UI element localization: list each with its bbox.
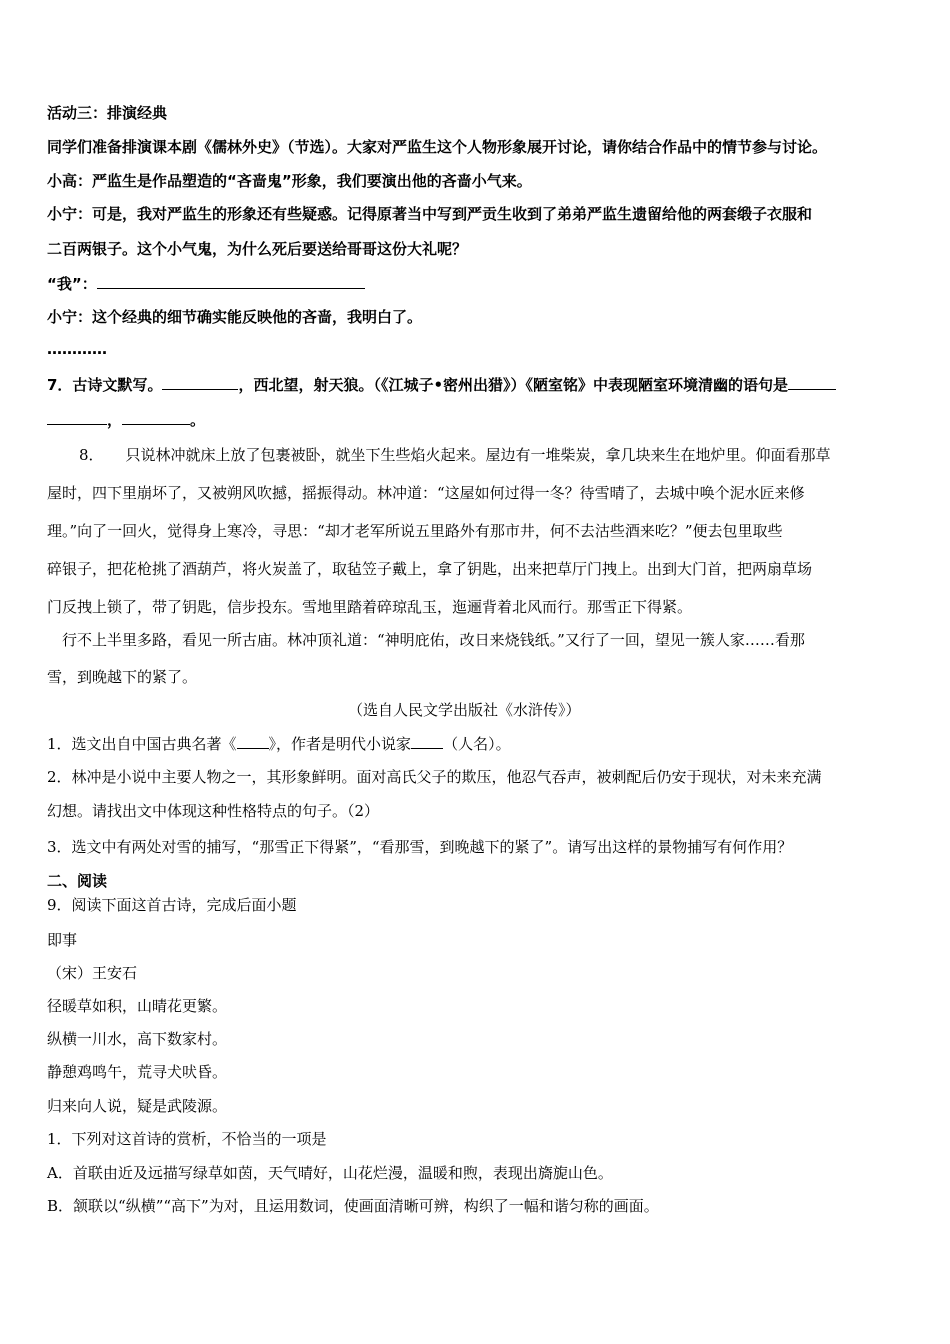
q8-sub1-blank-1[interactable] (237, 733, 269, 749)
activity-title: 活动三：排演经典 (47, 104, 168, 122)
q8-sub2b: 幻想。请找出文中体现这种性格特点的句子。（2） (47, 802, 380, 820)
option-b[interactable]: B．颔联以“纵横”“高下”为对，且运用数词，使画面清晰可辨，构织了一幅和谐匀称的画面。 (47, 1197, 659, 1215)
xiaoning-line-1b: 二百两银子。这个小气鬼，为什么死后要送给哥哥这份大礼呢？ (47, 240, 468, 258)
q8-line-1 (47, 445, 831, 465)
activity-intro: 同学们准备排演课本剧《儒林外史》（节选）。大家对严监生这个人物形象展开讨论，请你结合作品中的情节参与讨论。 (47, 138, 828, 156)
q7-blank-2[interactable] (788, 374, 836, 390)
q8-p1-line-3: 碎银子，把花枪挑了酒葫芦，将火炭盖了，取毡笠子戴上，拿了钥匙，出来把草厅门拽上。出到大门首，把两扇草场 (47, 560, 813, 578)
poem-title: 即事 (47, 931, 78, 949)
xiaoning-line-2: 小宁：这个经典的细节确实能反映他的吝啬，我明白了。 (47, 308, 423, 326)
q8-sub1-blank-2[interactable] (411, 733, 443, 749)
q7-blank-1[interactable] (162, 374, 238, 390)
wo-answer-line (47, 273, 365, 294)
poem-line-2: 静憩鸡鸣午，荒寻犬吠昏。 (47, 1063, 228, 1081)
q7-line-2 (47, 409, 205, 430)
option-a[interactable]: A．首联由近及远描写绿草如茵，天气晴好，山花烂漫，温暖和煦，表现出旖旎山色。 (47, 1164, 613, 1182)
q8-p1-line-1: 屋时，四下里崩坏了，又被朔风吹撼，摇振得动。林冲道：“这屋如何过得一冬？待雪晴了，去城中唤个泥水匠来修 (47, 484, 805, 502)
q7-line-1 (47, 374, 836, 395)
q8-p2-line-1: 雪，到晚越下的紧了。 (47, 668, 198, 686)
q7-sep: ， (107, 411, 123, 429)
q8-p2-line-0: 行不上半里多路，看见一所古庙。林冲顶礼道：“神明庇佑，改日来烧钱纸。”又行了一回，望见一簇人家……看那 (62, 631, 805, 649)
q7-blank-3[interactable] (47, 409, 107, 425)
poem-author: （宋）王安石 (47, 964, 138, 982)
section2-title: 二、阅读 (47, 872, 108, 890)
q8-number: 8． (79, 446, 104, 464)
q8-sub2a: 2．林冲是小说中主要人物之一，其形象鲜明。面对高氏父子的欺压，他忍气吞声，被刺配后仍安于现状，对未来充满 (47, 768, 822, 786)
ellipsis: ………… (47, 340, 107, 358)
q7-prefix: 7．古诗文默写。 (47, 376, 163, 394)
poem-line-0: 径暖草如积，山晴花更繁。 (47, 997, 228, 1015)
poem-line-1: 纵横一川水，高下数家村。 (47, 1030, 228, 1048)
q7-end: 。 (190, 411, 206, 429)
q9-sub1: 1．下列对这首诗的赏析，不恰当的一项是 (47, 1130, 327, 1148)
wo-label: “我”： (47, 275, 97, 293)
q8-p1-line-2: 理。”向了一回火，觉得身上寒冷，寻思：“却才老军所说五里路外有那市井，何不去沽些酒来吃？”便去包里取些 (47, 522, 783, 540)
q8-sub1: 1．选文出自中国古典名著《 》，作者是明代小说家 （人名）。 (47, 735, 511, 753)
q8-source: （选自人民文学出版社《水浒传》） (348, 701, 581, 719)
q8-p1-line-4: 门反拽上锁了，带了钥匙，信步投东。雪地里踏着碎琼乱玉，迤逦背着北风而行。那雪正下得紧。 (47, 598, 693, 616)
q7-mid: ，西北望，射天狼。（《江城子•密州出猎》）《陋室铭》中表现陋室环境清幽的语句是 (238, 376, 789, 394)
xiaogao-line: 小高：严监生是作品塑造的“吝啬鬼”形象，我们要演出他的吝啬小气来。 (47, 172, 532, 190)
q8-p1-line-0: 只说林冲就床上放了包裹被卧，就坐下生些焰火起来。屋边有一堆柴炭，拿几块来生在地炉里。仰面看那草 (125, 446, 831, 464)
poem-line-3: 归来向人说，疑是武陵源。 (47, 1097, 228, 1115)
q9-intro: 9．阅读下面这首古诗，完成后面小题 (47, 896, 297, 914)
q7-blank-4[interactable] (122, 409, 190, 425)
xiaoning-line-1a: 小宁：可是，我对严监生的形象还有些疑惑。记得原著当中写到严贡生收到了弟弟严监生遗留给他的两套缎子衣服和 (47, 205, 813, 223)
q8-sub3: 3．选文中有两处对雪的捕写，“那雪正下得紧”，“看那雪，到晚越下的紧了”。请写出这样的景物捕写有何作用？ (47, 838, 793, 856)
wo-answer-blank[interactable] (97, 273, 365, 289)
